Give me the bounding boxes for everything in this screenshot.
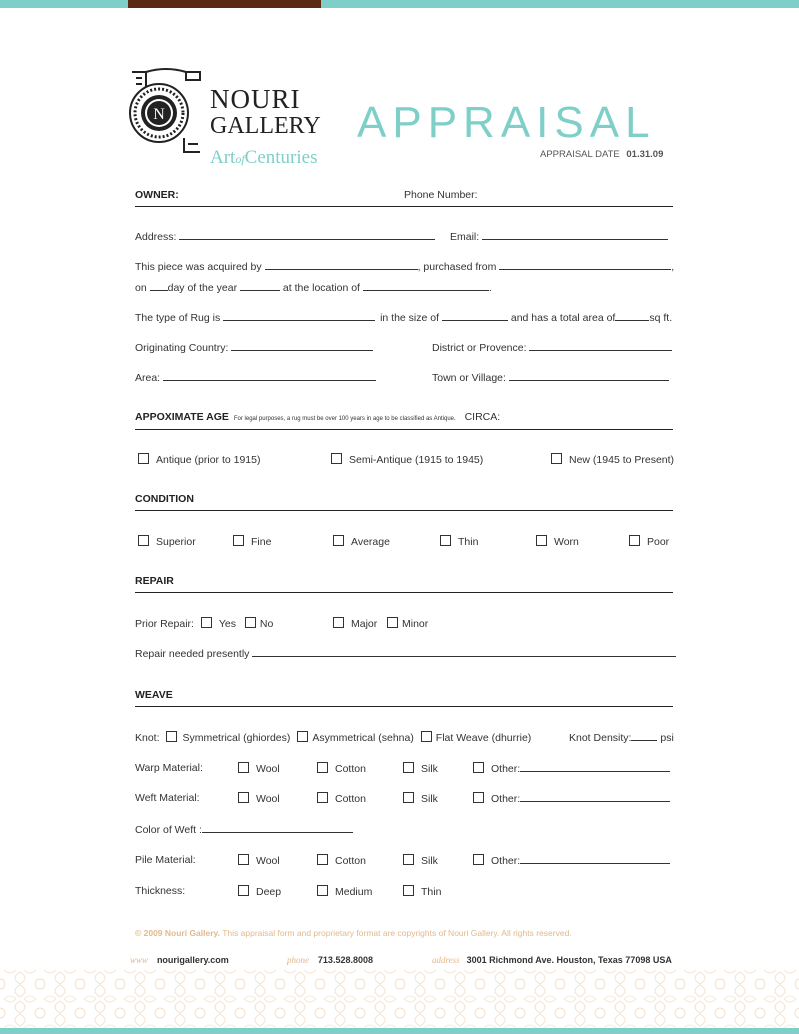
day-field[interactable]: [150, 281, 168, 291]
email-row: [450, 230, 668, 243]
district-row: [432, 341, 672, 354]
condition-heading: CONDITION: [135, 493, 194, 505]
weft-label: Weft Material:: [135, 792, 200, 804]
acquired-row: This piece was acquired by , purchased from ,: [135, 261, 675, 273]
age-rule: [135, 429, 673, 430]
brand-name-line1: NOURI: [210, 84, 301, 114]
copyright-text: This appraisal form and proprietary format are copyrights of Nouri Gallery. All rights reserved.: [222, 928, 572, 938]
checkbox[interactable]: [317, 762, 328, 773]
yes-label: Yes: [218, 618, 236, 630]
weft-silk[interactable]: [403, 792, 438, 805]
cotton-label: Cotton: [335, 855, 366, 867]
checkbox[interactable]: [403, 762, 414, 773]
district-label: District or Provence:: [432, 342, 527, 354]
silk-label: Silk: [421, 763, 438, 775]
warp-other[interactable]: [473, 762, 670, 775]
cotton-label: Cotton: [335, 793, 366, 805]
checkbox[interactable]: [238, 792, 249, 803]
condition-thin[interactable]: [440, 535, 478, 548]
copyright-bold: © 2009 Nouri Gallery.: [135, 928, 221, 938]
checkbox[interactable]: [629, 535, 640, 546]
checkbox[interactable]: [440, 535, 451, 546]
acquired-by-field[interactable]: [265, 260, 418, 270]
condition-fine[interactable]: [233, 535, 271, 548]
condition-label: Worn: [554, 536, 579, 548]
pile-wool[interactable]: [238, 854, 280, 867]
pile-label: Pile Material:: [135, 854, 196, 866]
weft-cotton[interactable]: [317, 792, 366, 805]
knot-label: Knot:: [135, 732, 160, 744]
copyright-notice: [135, 928, 572, 938]
weave-rule: [135, 706, 673, 707]
age-option-semi-antique[interactable]: [331, 453, 483, 466]
top-brown-bar: [128, 0, 321, 8]
psi-label: psi: [660, 732, 674, 744]
checkbox[interactable]: [233, 535, 244, 546]
town-label: Town or Village:: [432, 372, 506, 384]
location-field[interactable]: [363, 281, 489, 291]
warp-cotton[interactable]: [317, 762, 366, 775]
condition-worn[interactable]: [536, 535, 579, 548]
prior-repair-no-checkbox[interactable]: [245, 617, 256, 628]
wool-label: Wool: [256, 793, 280, 805]
checkbox[interactable]: [138, 453, 149, 464]
pile-cotton[interactable]: [317, 854, 366, 867]
rug-type-label: The type of Rug is: [135, 312, 221, 324]
symmetrical-label: Symmetrical (ghiordes): [182, 732, 291, 744]
district-field[interactable]: [529, 341, 672, 351]
acquired-by-label: This piece was acquired by: [135, 261, 262, 273]
knot-density-row: [569, 731, 674, 744]
location-label: at the location of: [282, 282, 360, 294]
address-row: [135, 230, 435, 243]
checkbox[interactable]: [333, 535, 344, 546]
knot-symmetrical-checkbox[interactable]: [166, 731, 177, 742]
weft-other[interactable]: [473, 792, 670, 805]
warp-label: Warp Material:: [135, 762, 203, 774]
checkbox[interactable]: [333, 617, 344, 628]
year-field[interactable]: [240, 281, 280, 291]
checkbox[interactable]: [138, 535, 149, 546]
bottom-accent-bar: [0, 1028, 799, 1034]
phone-footer-label: phone: [287, 955, 309, 965]
checkbox[interactable]: [317, 885, 328, 896]
date-location-row: on day of the year at the location of .: [135, 282, 492, 294]
page-title: APPRAISAL: [357, 98, 656, 147]
condition-rule: [135, 510, 673, 511]
knot-row: [135, 731, 531, 744]
appraisal-date-label: APPRAISAL DATE: [540, 149, 620, 160]
condition-label: Thin: [458, 536, 479, 548]
minor-label: Minor: [402, 618, 429, 630]
phone-number: 713.528.8008: [317, 955, 373, 965]
town-row: [432, 371, 669, 384]
other-label: Other:: [491, 763, 521, 775]
cotton-label: Cotton: [335, 763, 366, 775]
checkbox[interactable]: [536, 535, 547, 546]
asymmetrical-label: Asymmetrical (sehna): [312, 732, 414, 744]
footer-phone: [287, 954, 373, 966]
appraisal-date-value: 01.31.09: [626, 149, 664, 160]
country-label: Originating Country:: [135, 342, 229, 354]
silk-label: Silk: [421, 855, 438, 867]
checkbox[interactable]: [317, 792, 328, 803]
area-total-label: and has a total area of: [510, 312, 616, 324]
silk-label: Silk: [421, 793, 438, 805]
age-heading-row: [135, 411, 500, 423]
area-total-field[interactable]: [615, 311, 649, 321]
repair-major[interactable]: [333, 617, 377, 630]
address-footer-label: address: [432, 955, 460, 965]
repair-rule: [135, 592, 673, 593]
size-label: in the size of: [380, 312, 440, 324]
town-field[interactable]: [509, 371, 669, 381]
owner-rule: [135, 206, 673, 207]
age-option-new[interactable]: [551, 453, 674, 466]
other-label: Other:: [491, 793, 521, 805]
warp-wool[interactable]: [238, 762, 280, 775]
thickness-medium[interactable]: [317, 885, 372, 898]
sqft-label: sq ft.: [649, 312, 673, 324]
repair-minor[interactable]: [387, 617, 428, 630]
medium-label: Medium: [335, 886, 373, 898]
color-weft-row: [135, 823, 353, 836]
age-option-label: New (1945 to Present): [569, 454, 675, 466]
footer-website: [130, 954, 229, 966]
age-option-antique[interactable]: [138, 453, 260, 466]
area-row: [135, 371, 376, 384]
prior-repair-yes-checkbox[interactable]: [201, 617, 212, 628]
deep-label: Deep: [256, 886, 282, 898]
appraisal-date: [540, 149, 663, 160]
decorative-pattern: [0, 970, 799, 1028]
rug-type-row: [135, 311, 672, 324]
no-label: No: [259, 618, 274, 630]
age-option-label: Antique (prior to 1915): [156, 454, 261, 466]
color-weft-label: Color of Weft :: [135, 824, 202, 836]
owner-heading: OWNER:: [135, 189, 179, 201]
day-of-year-label: day of the year: [167, 282, 238, 294]
area-field[interactable]: [163, 371, 376, 381]
pile-silk[interactable]: [403, 854, 438, 867]
repair-needed-label: Repair needed presently: [135, 648, 250, 660]
gallery-seal-logo: [126, 68, 206, 158]
thickness-label: Thickness:: [135, 885, 186, 897]
age-option-label: Semi-Antique (1915 to 1945): [349, 454, 484, 466]
major-label: Major: [351, 618, 378, 630]
checkbox[interactable]: [238, 762, 249, 773]
other-label: Other:: [491, 855, 521, 867]
size-field[interactable]: [442, 311, 508, 321]
address-label: Address:: [135, 231, 177, 243]
color-weft-field[interactable]: [202, 823, 353, 833]
condition-label: Superior: [156, 536, 196, 548]
website-link[interactable]: nourigallery.com: [156, 955, 229, 965]
purchased-from-field[interactable]: [499, 260, 671, 270]
thin-label: Thin: [421, 886, 442, 898]
prior-repair-row: [135, 617, 273, 630]
purchased-from-label: , purchased from: [417, 261, 497, 273]
address-field[interactable]: [179, 230, 435, 240]
checkbox[interactable]: [403, 885, 414, 896]
knot-asymmetrical-checkbox[interactable]: [297, 731, 308, 742]
country-row: [135, 341, 373, 354]
email-label: Email:: [450, 231, 480, 243]
age-note: For legal purposes, a rug must be over 100 years in age to be classified as Antique.: [233, 416, 456, 422]
circa-label: CIRCA:: [464, 411, 501, 423]
thickness-thin[interactable]: [403, 885, 441, 898]
wool-label: Wool: [256, 855, 280, 867]
phone-label: Phone Number:: [404, 189, 478, 201]
www-label: www: [130, 955, 149, 965]
warp-silk[interactable]: [403, 762, 438, 775]
country-field[interactable]: [231, 341, 373, 351]
on-label: on: [135, 282, 147, 294]
top-accent-bar: [0, 0, 799, 8]
age-heading: APPOXIMATE AGE: [135, 411, 229, 423]
pile-other[interactable]: [473, 854, 670, 867]
brand-tagline: [210, 148, 318, 169]
checkbox[interactable]: [387, 617, 398, 628]
condition-average[interactable]: [333, 535, 390, 548]
seal-letter: N: [153, 106, 165, 123]
checkbox[interactable]: [331, 453, 342, 464]
checkbox[interactable]: [238, 885, 249, 896]
condition-superior[interactable]: [138, 535, 196, 548]
condition-label: Average: [351, 536, 390, 548]
checkbox[interactable]: [238, 854, 249, 865]
prior-repair-label: Prior Repair:: [135, 618, 194, 630]
warp-other-field[interactable]: [520, 762, 670, 772]
checkbox[interactable]: [403, 792, 414, 803]
knot-density-field[interactable]: [631, 731, 657, 741]
checkbox[interactable]: [473, 792, 484, 803]
repair-heading: REPAIR: [135, 575, 174, 587]
knot-flat-weave-checkbox[interactable]: [421, 731, 432, 742]
knot-density-label: Knot Density:: [569, 732, 632, 744]
brand-name-line2: GALLERY: [210, 113, 321, 139]
area-label: Area:: [135, 372, 161, 384]
flat-weave-label: Flat Weave (dhurrie): [435, 732, 532, 744]
thickness-deep[interactable]: [238, 885, 281, 898]
tagline-of: of: [235, 152, 245, 166]
rug-type-field[interactable]: [223, 311, 375, 321]
footer-address: [432, 954, 672, 966]
condition-poor[interactable]: [629, 535, 669, 548]
checkbox[interactable]: [473, 854, 484, 865]
repair-needed-field[interactable]: [252, 647, 676, 657]
street-address: 3001 Richmond Ave. Houston, Texas 77098 USA: [466, 955, 672, 965]
wool-label: Wool: [256, 763, 280, 775]
checkbox[interactable]: [317, 854, 328, 865]
condition-label: Fine: [251, 536, 272, 548]
tagline-art: Art: [210, 147, 236, 168]
checkbox[interactable]: [403, 854, 414, 865]
checkbox[interactable]: [473, 762, 484, 773]
weft-other-field[interactable]: [520, 792, 670, 802]
condition-label: Poor: [647, 536, 670, 548]
checkbox[interactable]: [551, 453, 562, 464]
weave-heading: WEAVE: [135, 689, 173, 701]
repair-needed-row: [135, 647, 676, 660]
weft-wool[interactable]: [238, 792, 280, 805]
pile-other-field[interactable]: [520, 854, 670, 864]
email-field[interactable]: [482, 230, 668, 240]
tagline-centuries: Centuries: [244, 147, 318, 168]
